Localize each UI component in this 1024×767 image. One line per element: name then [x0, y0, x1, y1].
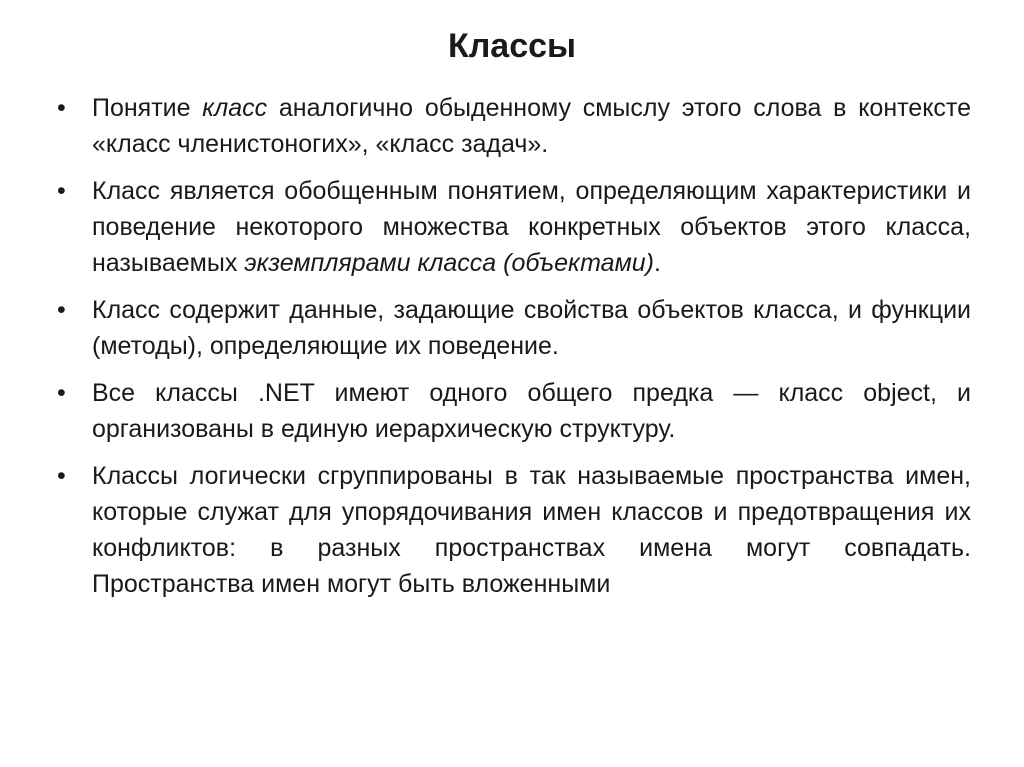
bullet-dot-icon: •	[57, 94, 66, 122]
bullet-item	[57, 173, 971, 281]
bullet-dot-icon: •	[57, 177, 66, 205]
bullet-item	[57, 292, 971, 364]
italic-term: экземплярами класса (объектами)	[244, 249, 654, 277]
text-segment: Все классы .NET имеют одного общего предка — класс object, и организованы в единую иерархическую структуру.	[92, 379, 971, 443]
bullet-list	[57, 90, 971, 613]
bullet-dot-icon: •	[57, 296, 66, 324]
bullet-text	[92, 379, 971, 443]
bullet-item	[57, 375, 971, 447]
bullet-text	[92, 94, 971, 158]
bullet-text	[92, 296, 971, 360]
text-segment: Классы логически сгруппированы в так называемые пространства имен, которые служат для упорядочивания имен классов и предотвращения их конфликтов: в разных пространствах имена могут совпадать. Пространства имен могут быть вложенными	[92, 462, 971, 598]
text-segment: Класс является обобщенным понятием, определяющим характеристики и поведение некоторого множества конкретных объектов этого класса, называемых	[92, 177, 971, 277]
bullet-item	[57, 90, 971, 162]
bullet-text	[92, 177, 971, 277]
text-segment: Понятие	[92, 94, 203, 122]
text-segment: Класс содержит данные, задающие свойства объектов класса, и функции (методы), определяющие их поведение.	[92, 296, 971, 360]
bullet-dot-icon: •	[57, 462, 66, 490]
italic-term: класс	[202, 94, 268, 122]
bullet-item	[57, 458, 971, 602]
bullet-text	[92, 462, 971, 598]
text-segment: .	[653, 249, 661, 277]
text-segment: аналогично обыденному смыслу этого слова в контексте «класс членистоногих», «класс задач».	[92, 94, 971, 158]
slide-title: Классы	[447, 27, 577, 65]
bullet-dot-icon: •	[57, 379, 66, 407]
